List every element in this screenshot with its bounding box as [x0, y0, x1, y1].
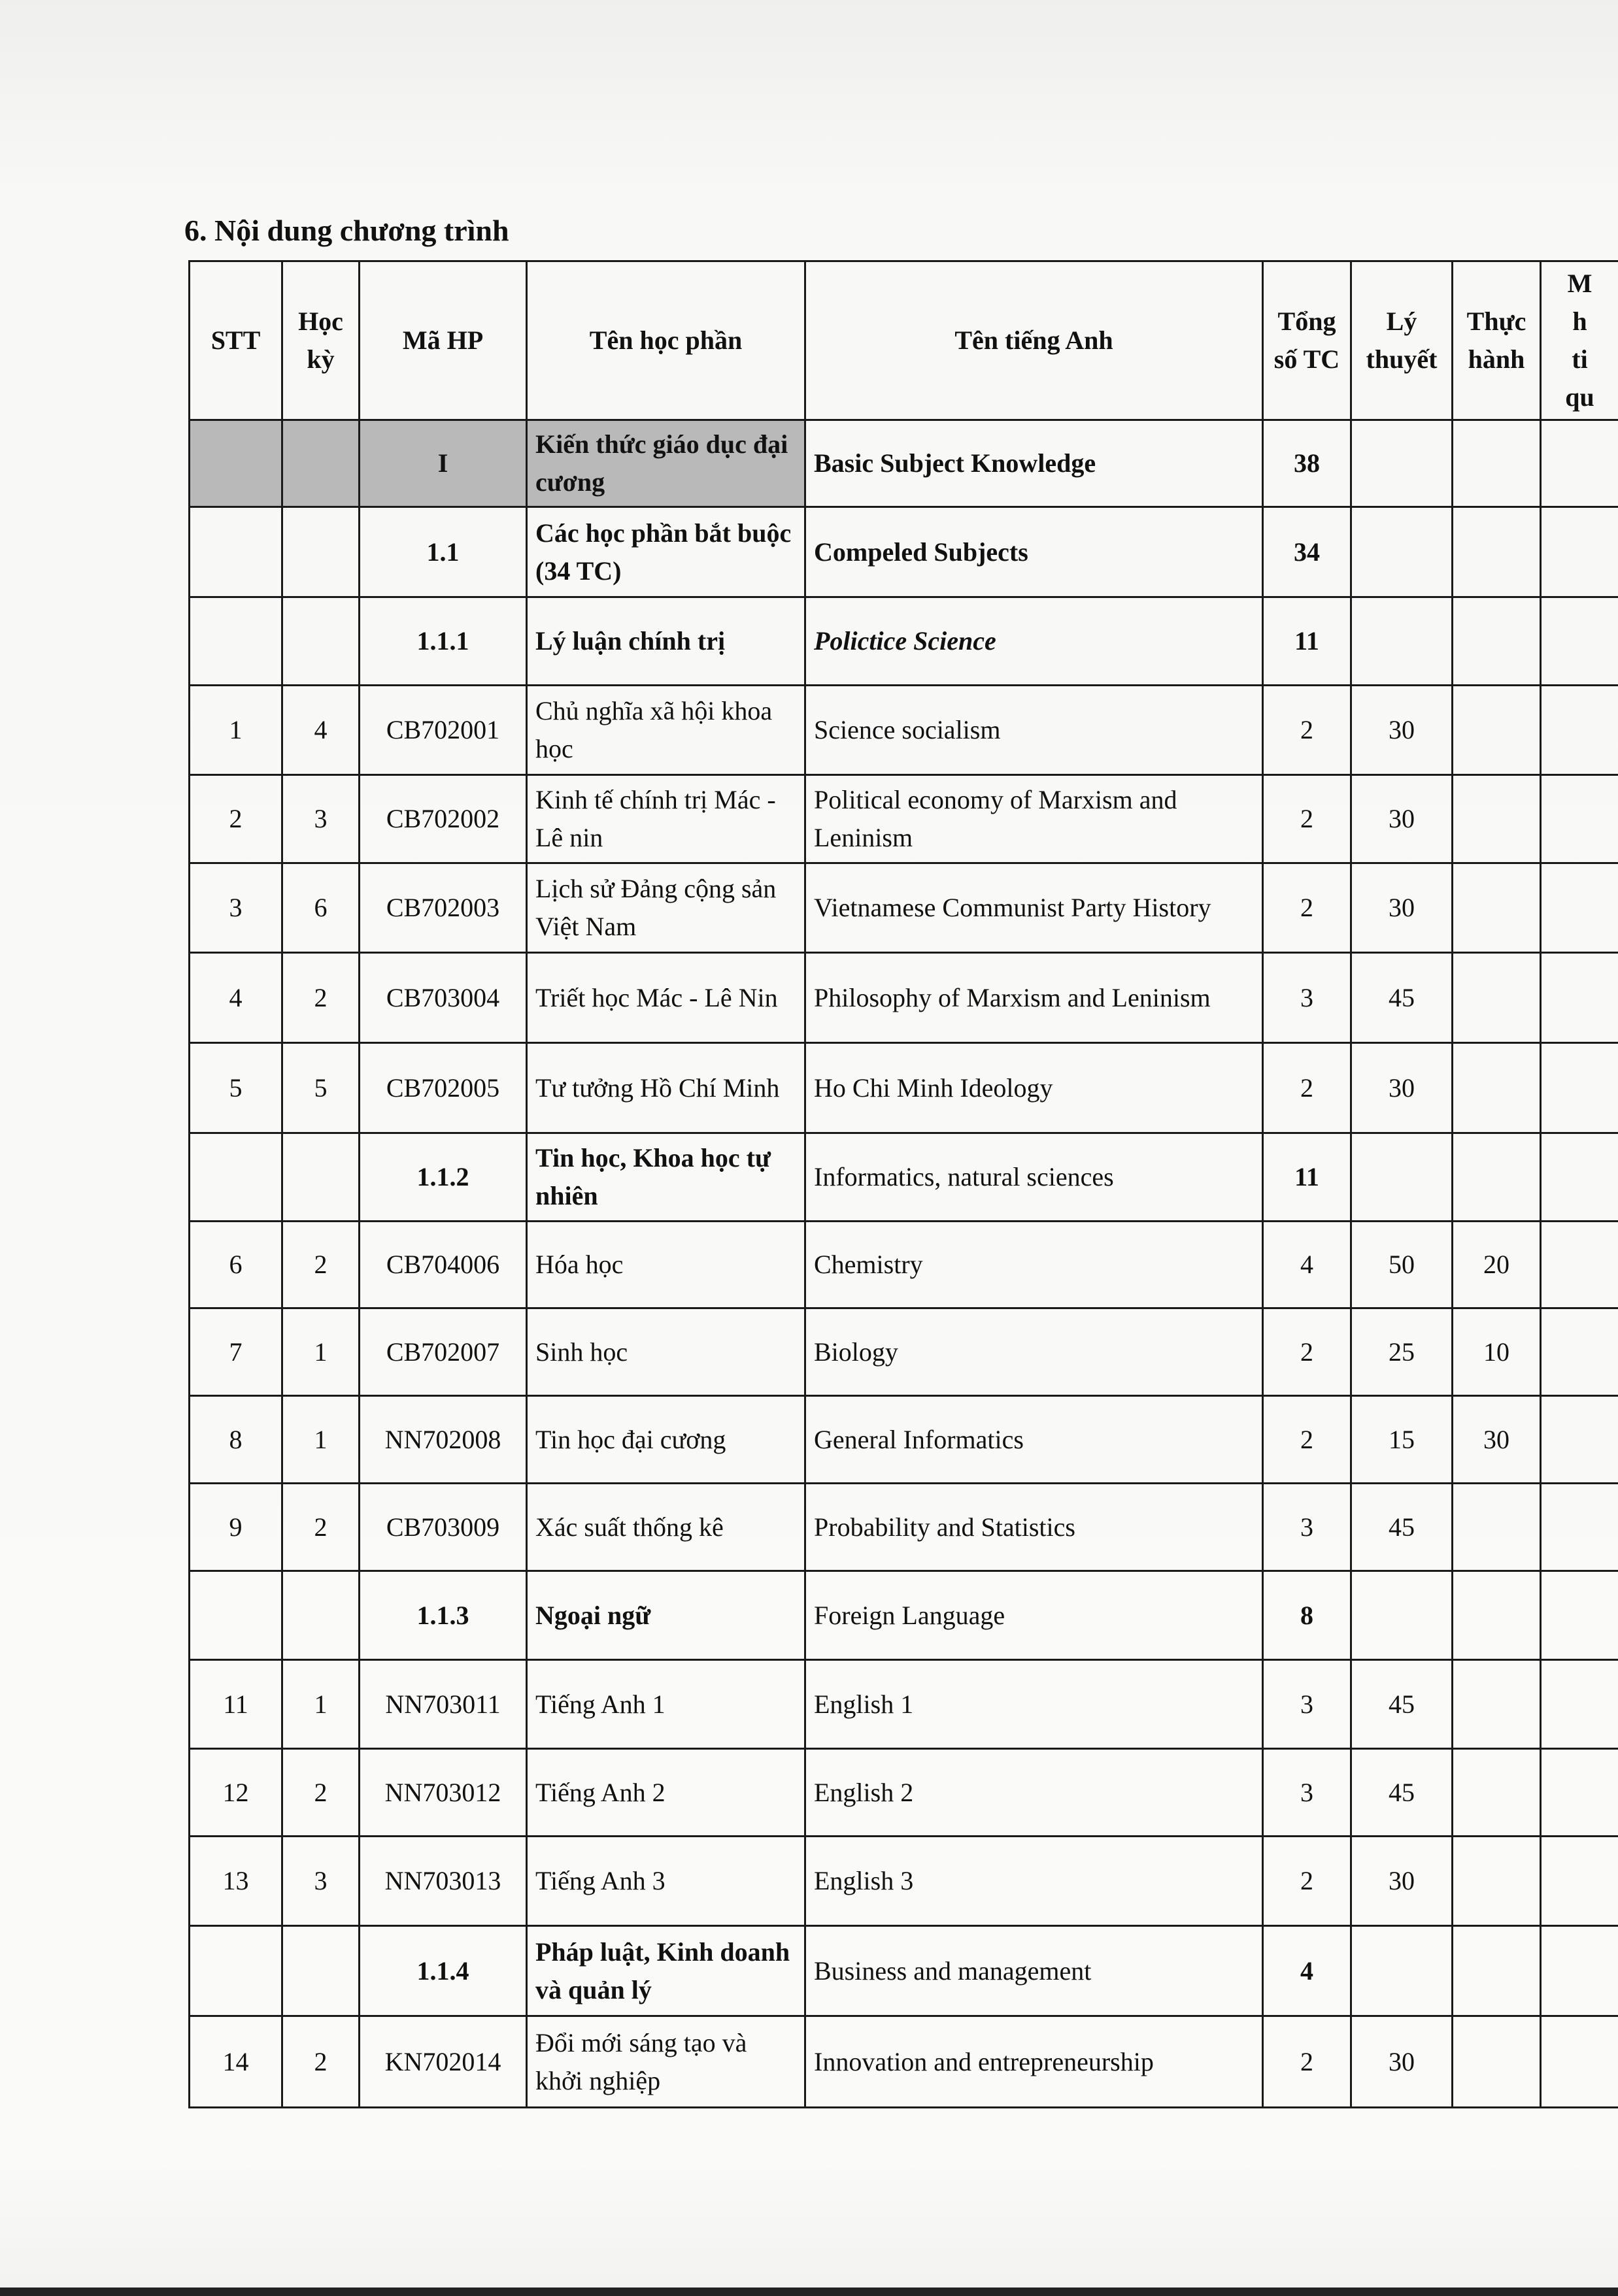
cell-ten-hoc-phan: Pháp luật, Kinh doanh và quản lý [527, 1926, 805, 2016]
cell-ten-hoc-phan: Tiếng Anh 2 [527, 1749, 805, 1837]
cell-thuc-hanh: 20 [1453, 1222, 1541, 1308]
table-row [190, 507, 1618, 597]
cell-stt [190, 1133, 282, 1222]
cell-cut-off [1541, 507, 1618, 597]
cell-tong-so-tc: 2 [1263, 1043, 1351, 1133]
table-row [190, 686, 1618, 775]
cell-stt: 3 [190, 863, 282, 953]
cell-cut-off [1541, 775, 1618, 863]
cell-tong-so-tc: 2 [1263, 775, 1351, 863]
cell-cut-off [1541, 686, 1618, 775]
cell-ma-hp: NN703011 [360, 1660, 527, 1749]
cell-ten-tieng-anh: Probability and Statistics [805, 1484, 1263, 1571]
cell-ten-hoc-phan: Xác suất thống kê [527, 1484, 805, 1571]
table-row [190, 1660, 1618, 1749]
cell-ly-thuyet: 50 [1351, 1222, 1453, 1308]
cell-tong-so-tc: 2 [1263, 1837, 1351, 1926]
cell-ten-hoc-phan: Tin học đại cương [527, 1396, 805, 1484]
cell-thuc-hanh [1453, 2016, 1541, 2108]
cell-stt [190, 420, 282, 507]
cell-cut-off [1541, 863, 1618, 953]
cell-cut-off [1541, 2016, 1618, 2108]
cell-stt: 12 [190, 1749, 282, 1837]
cell-hoc-ky [282, 1571, 360, 1660]
table-row [190, 1396, 1618, 1484]
cell-ly-thuyet: 45 [1351, 1749, 1453, 1837]
cell-ly-thuyet: 30 [1351, 775, 1453, 863]
cell-ten-tieng-anh: Chemistry [805, 1222, 1263, 1308]
cell-thuc-hanh [1453, 420, 1541, 507]
table-row [190, 953, 1618, 1043]
cell-hoc-ky [282, 597, 360, 686]
cell-ten-hoc-phan: Chủ nghĩa xã hội khoa học [527, 686, 805, 775]
table-row [190, 1749, 1618, 1837]
cell-stt [190, 1571, 282, 1660]
cell-ten-tieng-anh: English 2 [805, 1749, 1263, 1837]
cell-ma-hp: 1.1.4 [360, 1926, 527, 2016]
cell-hoc-ky: 2 [282, 1484, 360, 1571]
cell-thuc-hanh [1453, 1749, 1541, 1837]
table-row [190, 1484, 1618, 1571]
cell-ten-tieng-anh: Political economy of Marxism and Leninism [805, 775, 1263, 863]
cell-thuc-hanh [1453, 1133, 1541, 1222]
cell-hoc-ky: 2 [282, 1222, 360, 1308]
cell-cut-off [1541, 1660, 1618, 1749]
cell-thuc-hanh [1453, 953, 1541, 1043]
cell-ten-hoc-phan: Hóa học [527, 1222, 805, 1308]
cell-ly-thuyet [1351, 1571, 1453, 1660]
col-header-ten-tieng-anh: Tên tiếng Anh [805, 261, 1263, 420]
cell-ten-tieng-anh: Ho Chi Minh Ideology [805, 1043, 1263, 1133]
cell-thuc-hanh [1453, 1043, 1541, 1133]
cell-ma-hp: CB702007 [360, 1308, 527, 1396]
cell-stt [190, 597, 282, 686]
cell-ten-hoc-phan: Kiến thức giáo dục đại cương [527, 420, 805, 507]
cell-thuc-hanh [1453, 686, 1541, 775]
cell-ma-hp: NN703012 [360, 1749, 527, 1837]
cell-cut-off [1541, 1837, 1618, 1926]
cell-stt: 13 [190, 1837, 282, 1926]
cell-hoc-ky: 2 [282, 2016, 360, 2108]
cell-ten-tieng-anh: English 3 [805, 1837, 1263, 1926]
cell-ten-tieng-anh: General Informatics [805, 1396, 1263, 1484]
cell-stt: 1 [190, 686, 282, 775]
cell-hoc-ky: 6 [282, 863, 360, 953]
cell-ten-tieng-anh: Philosophy of Marxism and Leninism [805, 953, 1263, 1043]
cell-ma-hp: 1.1.2 [360, 1133, 527, 1222]
cell-ten-tieng-anh: English 1 [805, 1660, 1263, 1749]
cell-ten-hoc-phan: Tiếng Anh 1 [527, 1660, 805, 1749]
cell-ly-thuyet [1351, 1926, 1453, 2016]
cell-tong-so-tc: 3 [1263, 1749, 1351, 1837]
col-header-stt: STT [190, 261, 282, 420]
col-header-cut-off [1541, 261, 1618, 420]
cell-ma-hp: CB702001 [360, 686, 527, 775]
cell-ten-hoc-phan: Tiếng Anh 3 [527, 1837, 805, 1926]
cell-cut-off [1541, 597, 1618, 686]
cell-thuc-hanh [1453, 1837, 1541, 1926]
table-row [190, 1222, 1618, 1308]
cell-tong-so-tc: 4 [1263, 1222, 1351, 1308]
cell-tong-so-tc: 11 [1263, 1133, 1351, 1222]
cut-off-header-line: qu [1565, 382, 1594, 412]
table-row [190, 1837, 1618, 1926]
cell-tong-so-tc: 2 [1263, 1396, 1351, 1484]
col-header-thuc-hanh: Thực hành [1453, 261, 1541, 420]
cell-stt: 14 [190, 2016, 282, 2108]
col-header-ly-thuyet: Lý thuyết [1351, 261, 1453, 420]
cell-cut-off [1541, 1571, 1618, 1660]
table-row [190, 1571, 1618, 1660]
cell-thuc-hanh: 30 [1453, 1396, 1541, 1484]
cell-tong-so-tc: 3 [1263, 1660, 1351, 1749]
cell-hoc-ky [282, 1133, 360, 1222]
table-row [190, 597, 1618, 686]
cell-thuc-hanh [1453, 507, 1541, 597]
cell-tong-so-tc: 34 [1263, 507, 1351, 597]
cell-ten-hoc-phan: Ngoại ngữ [527, 1571, 805, 1660]
cell-ly-thuyet: 30 [1351, 686, 1453, 775]
cell-thuc-hanh [1453, 1660, 1541, 1749]
table-row [190, 2016, 1618, 2108]
cell-ten-tieng-anh: Foreign Language [805, 1571, 1263, 1660]
cell-ten-tieng-anh: Informatics, natural sciences [805, 1133, 1263, 1222]
col-header-ten-hoc-phan: Tên học phần [527, 261, 805, 420]
cell-ten-tieng-anh: Science socialism [805, 686, 1263, 775]
cell-tong-so-tc: 11 [1263, 597, 1351, 686]
col-header-ma-hp: Mã HP [360, 261, 527, 420]
cell-ten-tieng-anh: Polictice Science [805, 597, 1263, 686]
cell-hoc-ky: 2 [282, 1749, 360, 1837]
cell-hoc-ky: 1 [282, 1660, 360, 1749]
cell-hoc-ky [282, 420, 360, 507]
cell-thuc-hanh: 10 [1453, 1308, 1541, 1396]
table-row [190, 775, 1618, 863]
table-row [190, 1043, 1618, 1133]
cell-hoc-ky: 3 [282, 775, 360, 863]
cell-stt: 9 [190, 1484, 282, 1571]
cell-tong-so-tc: 2 [1263, 863, 1351, 953]
cell-tong-so-tc: 8 [1263, 1571, 1351, 1660]
cell-cut-off [1541, 1222, 1618, 1308]
cell-tong-so-tc: 3 [1263, 953, 1351, 1043]
cell-ten-tieng-anh: Business and management [805, 1926, 1263, 2016]
cell-cut-off [1541, 1133, 1618, 1222]
cut-off-header-line: ti [1572, 344, 1588, 374]
cell-ten-tieng-anh: Vietnamese Communist Party History [805, 863, 1263, 953]
cell-ten-hoc-phan: Đổi mới sáng tạo và khởi nghiệp [527, 2016, 805, 2108]
cell-ma-hp: KN702014 [360, 2016, 527, 2108]
cell-ten-tieng-anh: Basic Subject Knowledge [805, 420, 1263, 507]
cell-ma-hp: NN702008 [360, 1396, 527, 1484]
cell-ly-thuyet: 45 [1351, 953, 1453, 1043]
cell-stt: 11 [190, 1660, 282, 1749]
cell-ly-thuyet [1351, 597, 1453, 686]
cell-thuc-hanh [1453, 1926, 1541, 2016]
cell-stt: 4 [190, 953, 282, 1043]
cell-ten-hoc-phan: Sinh học [527, 1308, 805, 1396]
cell-stt: 6 [190, 1222, 282, 1308]
cell-thuc-hanh [1453, 775, 1541, 863]
cell-cut-off [1541, 1043, 1618, 1133]
cell-ten-tieng-anh: Innovation and entrepreneurship [805, 2016, 1263, 2108]
cut-off-header-line: M [1567, 269, 1593, 298]
cell-thuc-hanh [1453, 1571, 1541, 1660]
cell-cut-off [1541, 420, 1618, 507]
cell-cut-off [1541, 1749, 1618, 1837]
cell-cut-off [1541, 1308, 1618, 1396]
cell-cut-off [1541, 953, 1618, 1043]
cell-ten-hoc-phan: Các học phần bắt buộc (34 TC) [527, 507, 805, 597]
cell-tong-so-tc: 2 [1263, 686, 1351, 775]
cell-tong-so-tc: 38 [1263, 420, 1351, 507]
cell-cut-off [1541, 1926, 1618, 2016]
col-header-hoc-ky: Học kỳ [282, 261, 360, 420]
cell-tong-so-tc: 2 [1263, 1308, 1351, 1396]
cell-stt: 5 [190, 1043, 282, 1133]
cell-ten-tieng-anh: Biology [805, 1308, 1263, 1396]
cell-thuc-hanh [1453, 1484, 1541, 1571]
cell-ten-hoc-phan: Lịch sử Đảng cộng sản Việt Nam [527, 863, 805, 953]
cell-ly-thuyet: 45 [1351, 1484, 1453, 1571]
cell-ma-hp: CB702003 [360, 863, 527, 953]
cell-tong-so-tc: 2 [1263, 2016, 1351, 2108]
cell-stt: 8 [190, 1396, 282, 1484]
cell-ma-hp: CB702002 [360, 775, 527, 863]
cell-thuc-hanh [1453, 597, 1541, 686]
cell-ten-hoc-phan: Kinh tế chính trị Mác - Lê nin [527, 775, 805, 863]
cell-ma-hp: NN703013 [360, 1837, 527, 1926]
cell-ten-tieng-anh: Compeled Subjects [805, 507, 1263, 597]
cell-ma-hp: 1.1.1 [360, 597, 527, 686]
cell-ly-thuyet: 30 [1351, 1043, 1453, 1133]
cell-hoc-ky: 2 [282, 953, 360, 1043]
cell-hoc-ky: 5 [282, 1043, 360, 1133]
cell-ten-hoc-phan: Tư tưởng Hồ Chí Minh [527, 1043, 805, 1133]
cell-stt: 7 [190, 1308, 282, 1396]
table-header-row [190, 261, 1618, 420]
table-row [190, 420, 1618, 507]
cell-ten-hoc-phan: Tin học, Khoa học tự nhiên [527, 1133, 805, 1222]
table-row [190, 1308, 1618, 1396]
cell-ma-hp: CB702005 [360, 1043, 527, 1133]
cell-hoc-ky: 3 [282, 1837, 360, 1926]
cell-ly-thuyet: 30 [1351, 2016, 1453, 2108]
cell-ten-hoc-phan: Lý luận chính trị [527, 597, 805, 686]
table-row [190, 1926, 1618, 2016]
cell-tong-so-tc: 3 [1263, 1484, 1351, 1571]
cell-tong-so-tc: 4 [1263, 1926, 1351, 2016]
cell-stt [190, 507, 282, 597]
cell-hoc-ky [282, 1926, 360, 2016]
cell-cut-off [1541, 1484, 1618, 1571]
cell-hoc-ky: 1 [282, 1396, 360, 1484]
section-title: 6. Nội dung chương trình [184, 214, 509, 247]
cell-thuc-hanh [1453, 863, 1541, 953]
cell-ma-hp: 1.1.3 [360, 1571, 527, 1660]
table-row [190, 1133, 1618, 1222]
cell-stt [190, 1926, 282, 2016]
cut-off-header-line: h [1572, 307, 1587, 336]
cell-stt: 2 [190, 775, 282, 863]
cell-ten-hoc-phan: Triết học Mác - Lê Nin [527, 953, 805, 1043]
cell-ly-thuyet [1351, 507, 1453, 597]
cell-ma-hp: I [360, 420, 527, 507]
cell-ly-thuyet: 45 [1351, 1660, 1453, 1749]
col-header-tong-so-tc: Tổng số TC [1263, 261, 1351, 420]
scan-bottom-edge [0, 2288, 1618, 2296]
cell-ly-thuyet: 25 [1351, 1308, 1453, 1396]
cell-ly-thuyet [1351, 1133, 1453, 1222]
cell-ly-thuyet: 30 [1351, 863, 1453, 953]
cell-ma-hp: 1.1 [360, 507, 527, 597]
cell-ma-hp: CB704006 [360, 1222, 527, 1308]
cell-ma-hp: CB703004 [360, 953, 527, 1043]
cell-ly-thuyet [1351, 420, 1453, 507]
cell-ly-thuyet: 30 [1351, 1837, 1453, 1926]
table-row [190, 863, 1618, 953]
cell-hoc-ky [282, 507, 360, 597]
cell-ly-thuyet: 15 [1351, 1396, 1453, 1484]
curriculum-table [188, 260, 1618, 2108]
cell-ma-hp: CB703009 [360, 1484, 527, 1571]
cell-cut-off [1541, 1396, 1618, 1484]
cell-hoc-ky: 4 [282, 686, 360, 775]
cell-hoc-ky: 1 [282, 1308, 360, 1396]
